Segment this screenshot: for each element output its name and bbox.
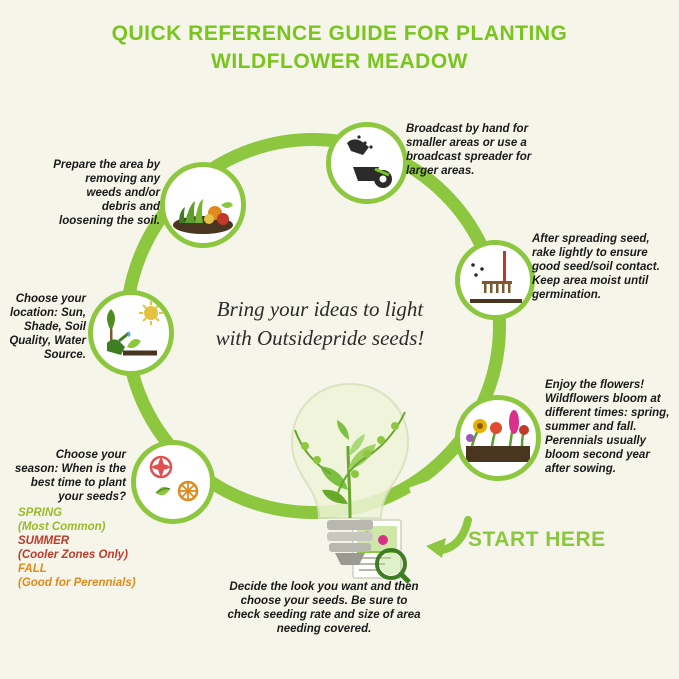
season-list — [18, 506, 183, 590]
start-here-label: START HERE — [468, 528, 606, 551]
season-fall-name: FALL — [18, 563, 47, 575]
season-fall-note: (Good for Perennials) — [18, 577, 136, 589]
slogan-line-2: with Outsidepride seeds! — [215, 326, 425, 350]
season-summer-note: (Cooler Zones Only) — [18, 549, 128, 561]
caption-enjoy-flowers: Enjoy the flowers! Wildflowers bloom at different times: spring, summer and fall. Perennials usually bloom second year after sowing. — [545, 379, 670, 475]
lightbulb-illustration — [255, 370, 445, 590]
rake-icon — [460, 245, 530, 315]
season-spring — [18, 506, 183, 534]
caption-prepare-area: Prepare the area by removing any weeds and/or debris and loosening the soil. — [53, 159, 160, 227]
node-enjoy-flowers[interactable] — [455, 395, 541, 481]
slogan-line-1: Bring your ideas to light — [216, 297, 424, 321]
node-prepare-area[interactable] — [160, 162, 246, 248]
center-slogan — [175, 295, 465, 353]
season-spring-note: (Most Common) — [18, 521, 106, 533]
node-broadcast-seed[interactable] — [326, 122, 408, 204]
caption-broadcast-seed: Broadcast by hand for smaller areas or use a broadcast spreader for larger areas. — [406, 123, 532, 177]
weeds-soil-icon — [165, 167, 241, 243]
caption-decide-look: Decide the look you want and then choose your seeds. Be sure to check seeding rate and size of area needing covered. — [227, 581, 421, 635]
title-line-2: WILDFLOWER MEADOW — [211, 50, 468, 73]
node-choose-location[interactable] — [88, 290, 174, 376]
season-summer-name: SUMMER — [18, 535, 70, 547]
season-summer — [18, 534, 183, 562]
node-rake-lightly[interactable] — [455, 240, 535, 320]
sun-shade-watering-icon — [93, 295, 169, 371]
caption-choose-location: Choose your location: Sun, Shade, Soil Quality, Water Source. — [9, 293, 86, 361]
title-line-1: QUICK REFERENCE GUIDE FOR PLANTING — [111, 22, 568, 45]
caption-rake-lightly: After spreading seed, rake lightly to ensure good seed/soil contact. Keep area moist until germination. — [532, 233, 660, 301]
flower-tray-icon — [458, 398, 538, 478]
start-arrow-icon — [418, 512, 474, 568]
hand-spreader-icon — [331, 127, 403, 199]
season-fall — [18, 562, 183, 590]
page-title — [0, 20, 679, 76]
season-spring-name: SPRING — [18, 507, 63, 519]
caption-choose-season: Choose your season: When is the best time to plant your seeds? — [14, 449, 126, 503]
